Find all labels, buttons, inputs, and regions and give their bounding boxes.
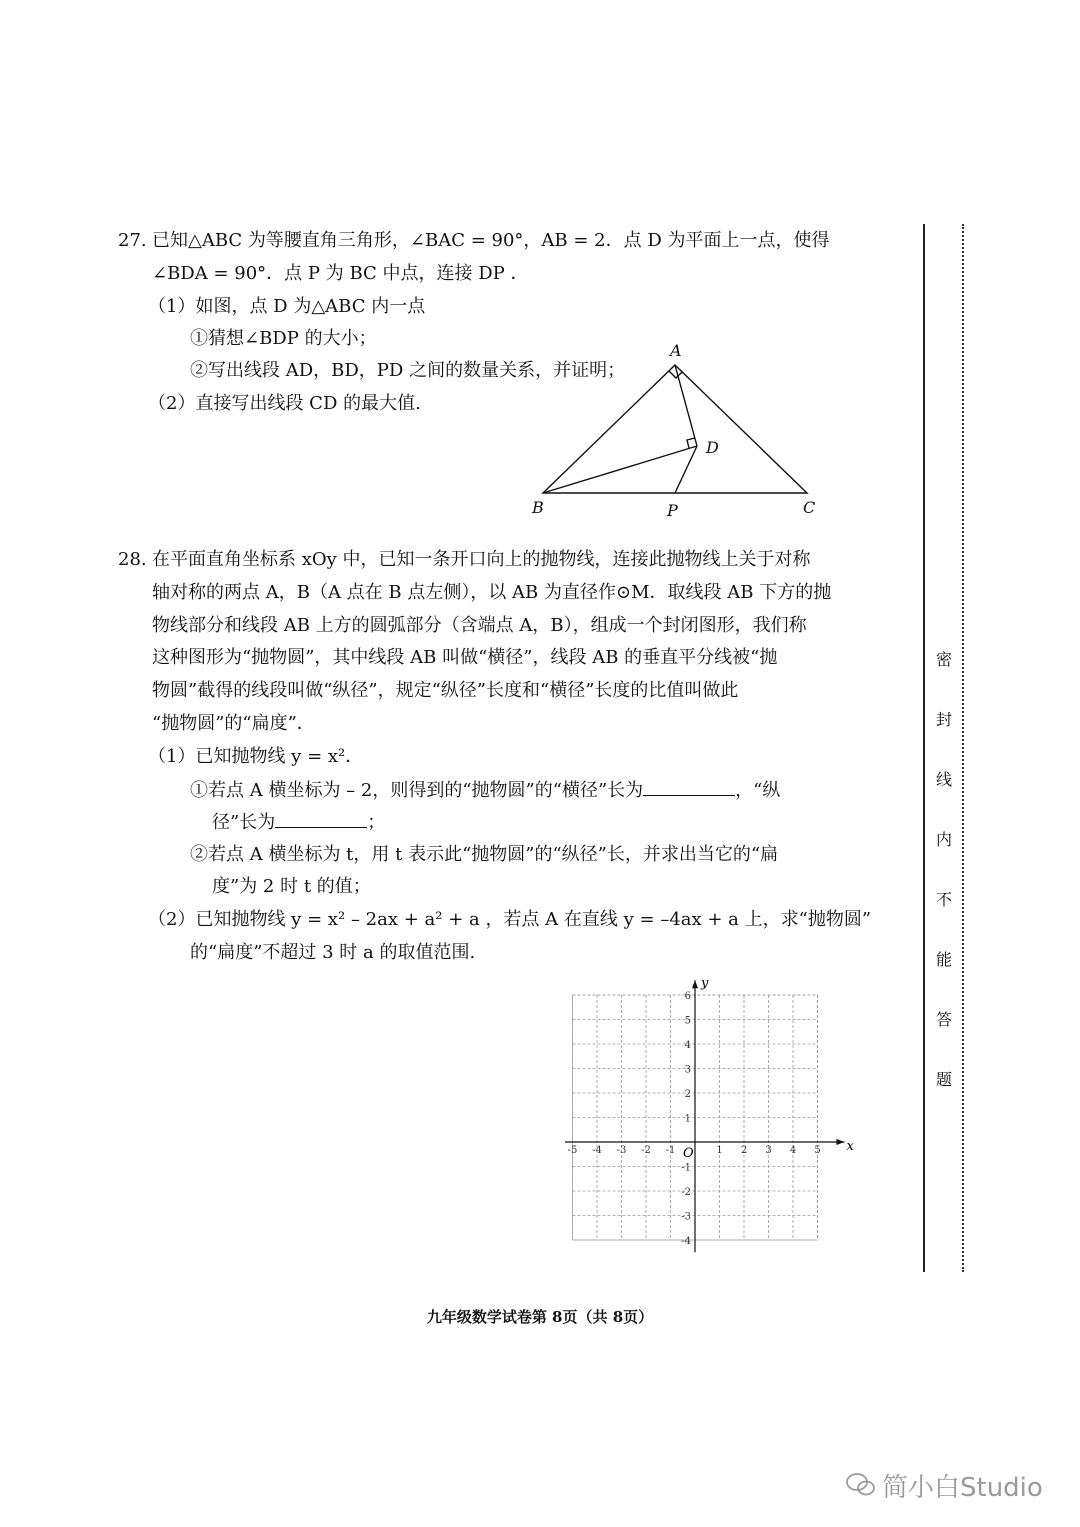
q28-sub1b-tail: ； (367, 812, 386, 833)
label-c: C (803, 498, 816, 517)
y-tick-label: 2 (684, 1089, 691, 1100)
q28-part2-line1: （2）已知抛物线 y = x² – 2ax + a² + a ，若点 A 在直线 y = –4ax + a 上，求“抛物圆” (148, 909, 872, 930)
seal-char-5: 不 (936, 890, 953, 909)
x-axis-label: x (846, 1139, 854, 1154)
q28-line-5: 物圆”截得的线段叫做“纵径”，规定“纵径”长度和“横径”长度的比值叫做此 (152, 680, 739, 701)
seal-char-2: 封 (936, 710, 953, 729)
q28-part1: （1）已知抛物线 y = x²． (148, 746, 364, 767)
seal-char-8: 题 (936, 1070, 953, 1089)
y-tick-label: -4 (681, 1236, 691, 1247)
x-tick-label: -2 (641, 1145, 651, 1156)
segment-dp (675, 446, 697, 493)
seal-solid-line (923, 224, 925, 1272)
x-tick-label: 4 (789, 1145, 797, 1156)
segment-ad (675, 365, 697, 446)
seal-char-4: 内 (936, 830, 953, 849)
seal-char-6: 能 (936, 950, 953, 969)
y-tick-label: 3 (684, 1064, 691, 1076)
q28-sub2-line1: ②若点 A 横坐标为 t，用 t 表示此“抛物圆”的“纵径”长，并求出当它的“扁 (190, 844, 779, 865)
q27-part1: （1）如图，点 D 为△ABC 内一点 (148, 296, 426, 317)
q27-triangle-figure (520, 335, 830, 525)
label-a: A (670, 341, 682, 360)
q27-sub1: ①猜想∠BDP 的大小； (190, 328, 377, 349)
y-tick-label: 5 (684, 1015, 691, 1027)
x-tick-label: 1 (716, 1145, 723, 1156)
right-angle-mark-a (669, 371, 682, 378)
q28-number: 28. (118, 549, 147, 570)
x-tick-label: -3 (616, 1145, 627, 1156)
y-tick-label: -1 (681, 1162, 691, 1174)
q28-line-6: “抛物圆”的“扁度”． (152, 713, 315, 734)
q28-line-3: 物线部分和线段 AB 上方的圆弧部分（含端点 A，B），组成一个封闭图形，我们称 (152, 615, 807, 636)
q28-coordinate-grid (565, 970, 865, 1255)
q27-part2: （2）直接写出线段 CD 的最大值. (148, 393, 421, 414)
seal-char-3: 线 (936, 770, 953, 789)
label-b: B (532, 498, 544, 517)
watermark-text: 简小白Studio (882, 1473, 1043, 1503)
y-tick-label: 1 (684, 1113, 691, 1125)
x-tick-label: 5 (814, 1145, 821, 1156)
q27-sub2: ②写出线段 AD，BD，PD 之间的数量关系，并证明； (190, 360, 626, 381)
x-tick-label: -4 (592, 1145, 602, 1156)
triangle-abc (543, 365, 807, 493)
q28-line-2: 轴对称的两点 A，B（A 点在 B 点左侧），以 AB 为直径作⊙M．取线段 AB 下方的抛 (152, 582, 832, 603)
y-tick-label: 6 (684, 991, 691, 1002)
seal-char-1: 密 (936, 650, 953, 669)
label-p: P (667, 501, 678, 520)
answer-blank-horizontal[interactable] (643, 777, 735, 796)
wechat-icon (846, 1472, 876, 1498)
q28-sub1-line1 (190, 777, 780, 804)
page-footer: 九年级数学试卷第 8页（共 8页） (426, 1308, 654, 1326)
y-axis-arrow (692, 980, 698, 988)
x-tick-label: -1 (665, 1145, 676, 1156)
seal-dotted-line (962, 224, 964, 1272)
y-tick-label: -2 (681, 1187, 691, 1198)
q27-line1: 已知△ABC 为等腰直角三角形，∠BAC = 90°，AB = 2．点 D 为平面上一点，使得 (152, 230, 830, 251)
q27-line2: ∠BDA = 90°．点 P 为 BC 中点，连接 DP ． (152, 263, 529, 284)
q28-sub2-line2: 度”为 2 时 t 的值； (212, 876, 371, 897)
seal-char-7: 答 (936, 1010, 953, 1029)
q28-sub1a-text: ①若点 A 横坐标为 – 2，则得到的“抛物圆”的“横径”长为 (190, 780, 644, 801)
q28-sub1b-head: 径”长为 (212, 812, 276, 833)
y-tick-label: 4 (684, 1040, 691, 1051)
y-tick-label: -3 (681, 1211, 691, 1223)
x-axis-arrow (836, 1139, 844, 1145)
x-tick-label: -5 (567, 1145, 578, 1156)
q28-sub1a-tail: ，“纵 (735, 780, 781, 801)
origin-label: O (683, 1146, 694, 1161)
q27-number: 27. (118, 230, 147, 251)
q28-sub1-line2 (212, 809, 385, 836)
y-axis-label: y (701, 975, 709, 991)
q28-line-1: 在平面直角坐标系 xOy 中，已知一条开口向上的抛物线，连接此抛物线上关于对称 (152, 549, 811, 570)
x-tick-label: 3 (765, 1145, 772, 1156)
x-tick-label: 2 (740, 1145, 748, 1156)
label-d: D (706, 438, 719, 457)
answer-blank-vertical[interactable] (275, 809, 367, 828)
q28-line-4: 这种图形为“抛物圆”，其中线段 AB 叫做“横径”，线段 AB 的垂直平分线被“抛 (152, 647, 778, 668)
q28-part2-line2: 的“扁度”不超过 3 时 a 的取值范围. (190, 942, 476, 963)
segment-bd (543, 446, 697, 493)
